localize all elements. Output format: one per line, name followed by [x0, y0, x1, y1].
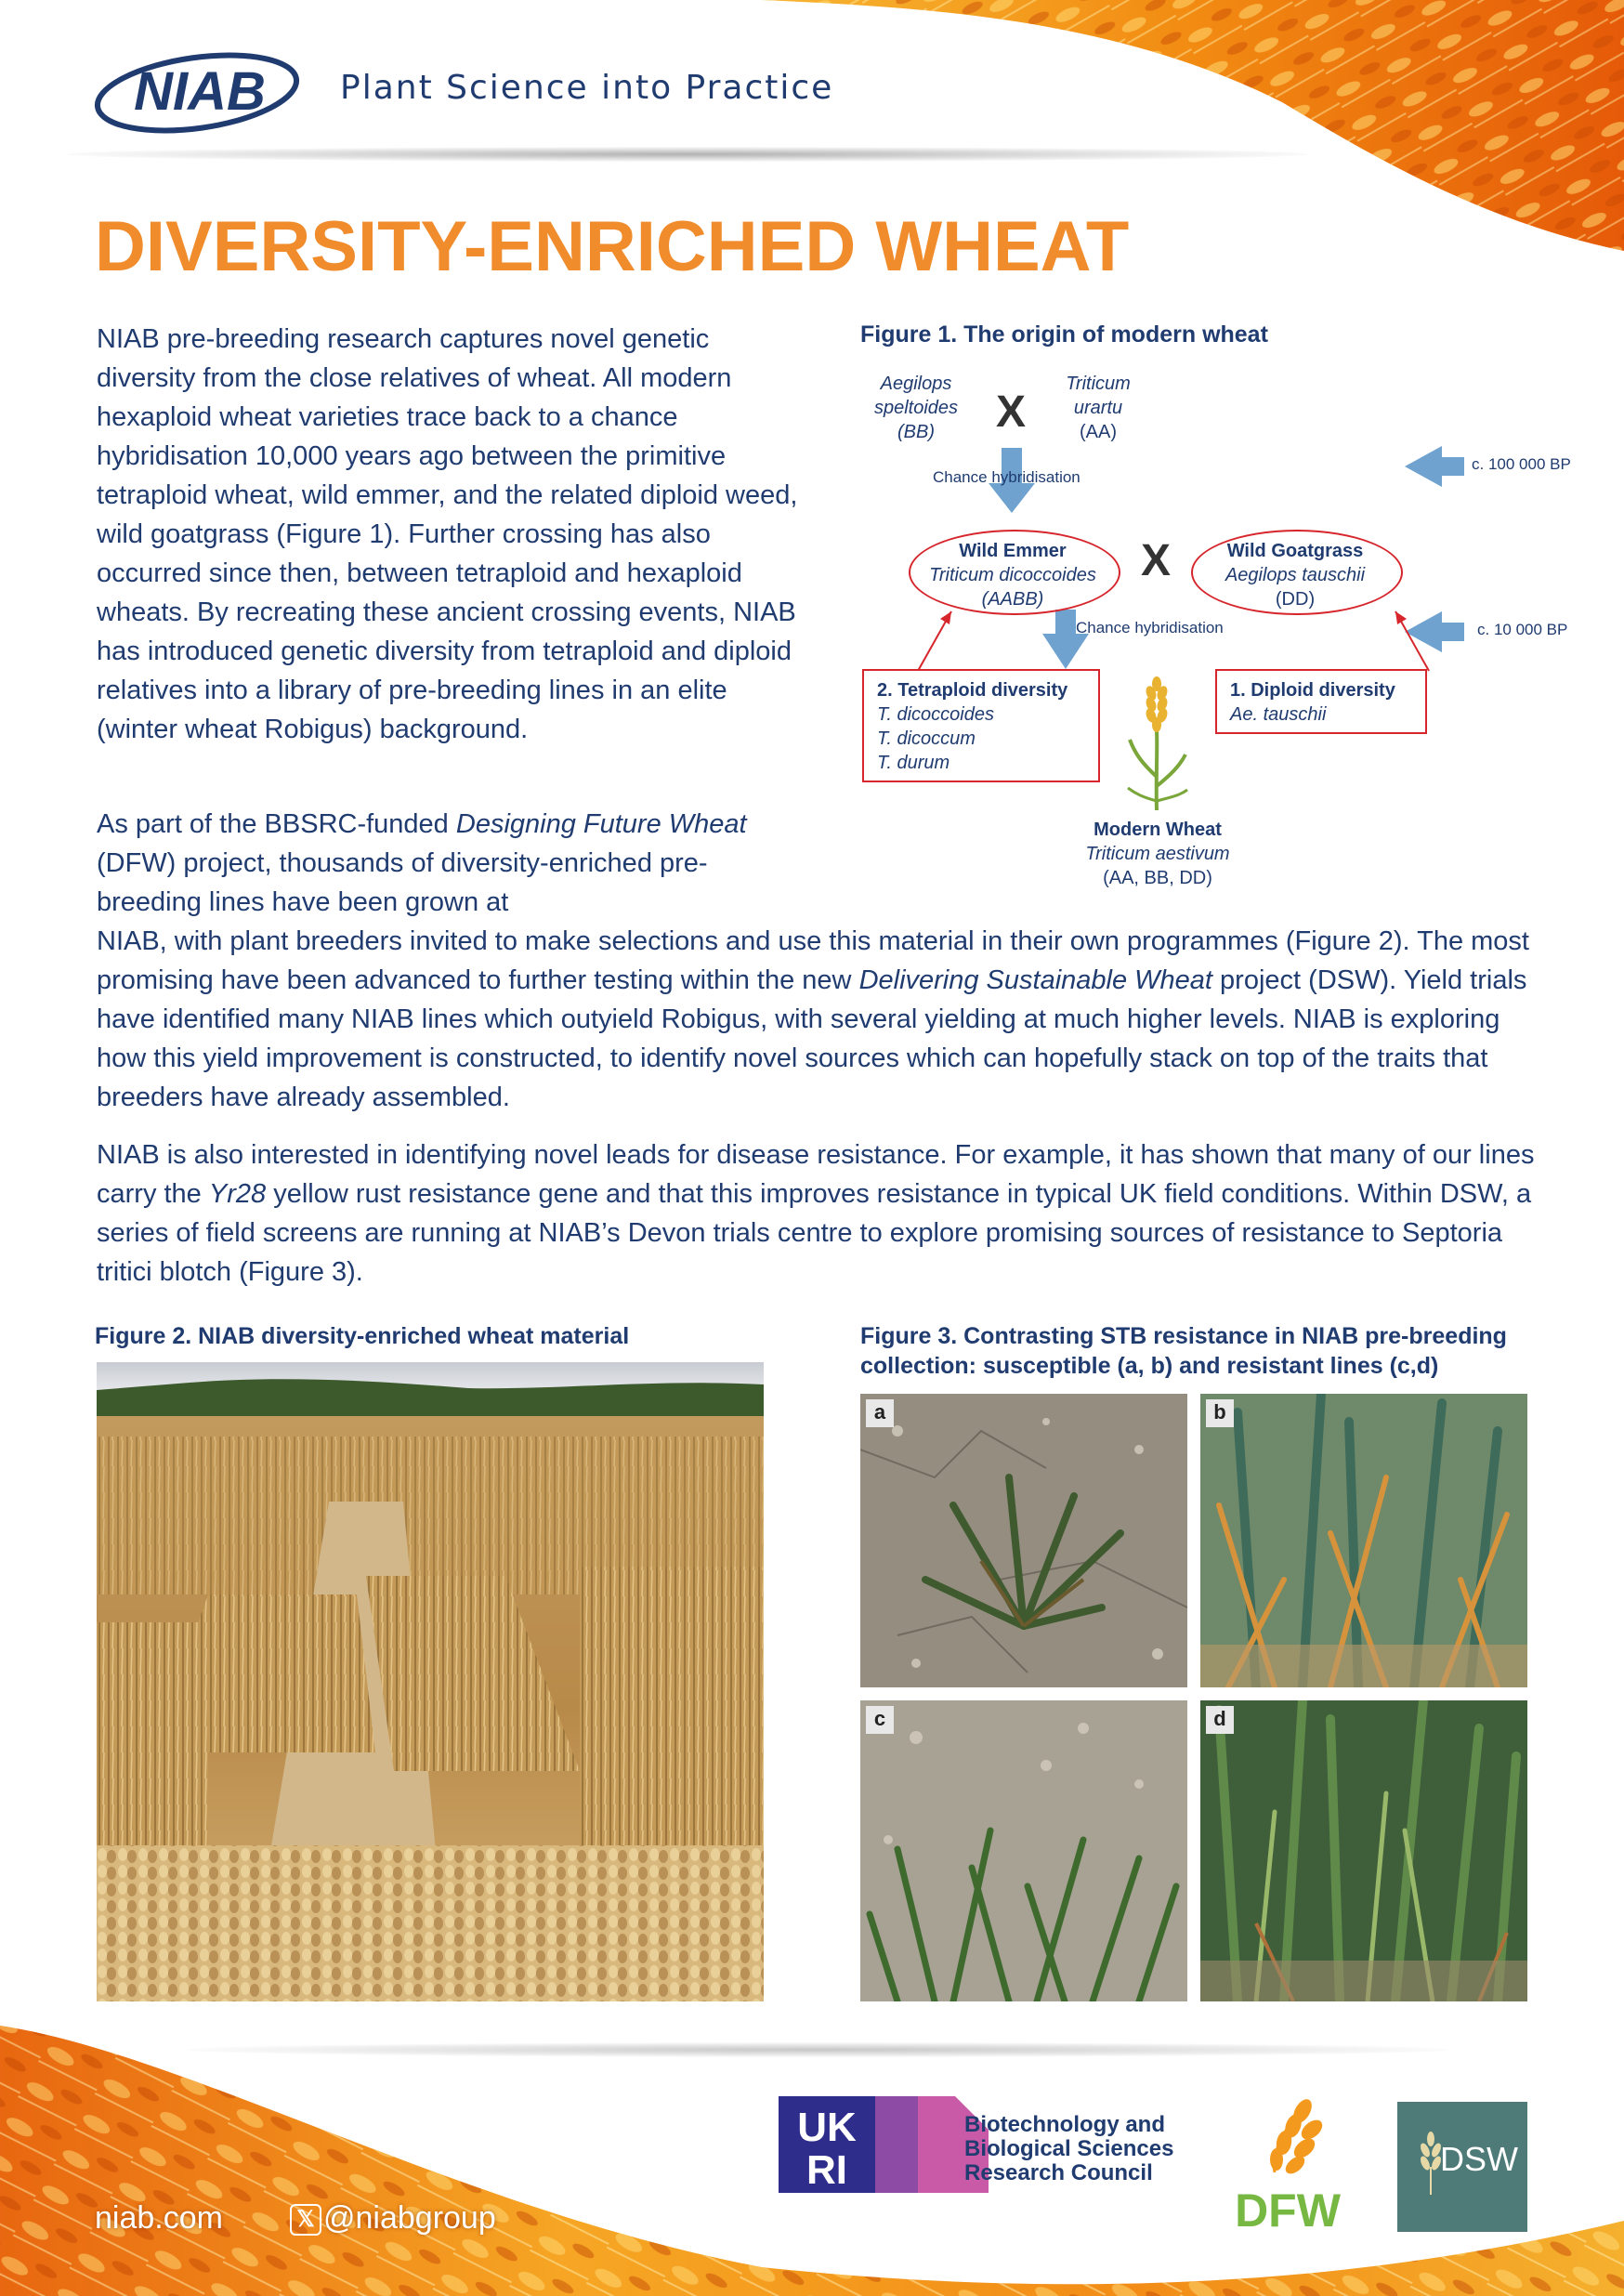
website-link[interactable]: niab.com [95, 2200, 223, 2236]
dfw-logo[interactable] [1219, 2098, 1356, 2234]
urartu-species: urartu [1073, 398, 1123, 418]
p2-text-cont: NIAB, with plant breeders invited to make selections and use this material in their own programmes (Figure 2). The most promising have been advanced to further testing within the new [97, 926, 1529, 995]
bbsrc-text [964, 2113, 1173, 2185]
wild-goatgrass-label [1191, 539, 1399, 611]
logo-text: NIAB [134, 61, 266, 122]
ukri-logo[interactable] [779, 2096, 989, 2193]
stb-photo-a [860, 1394, 1187, 1687]
paragraph-1: NIAB pre-breeding research captures novel genetic diversity from the close relatives of wheat. All modern hexaploid wheat varieties trace back to a chance hybridisation 10,000 years ago between the primitive tetraploid wheat, wild emmer, and the related diploid weed, wild goatgrass (Figure 1). Further crossing has also occurred since then, between tetraploid and hexaploid wheats. By recreating these ancient crossing events, NIAB has introduced genetic diversity from tetraploid and diploid relatives into a library of pre-breeding lines in an elite (winter wheat Robigus) background. [97, 324, 798, 744]
social-handle-link[interactable]: @niabgroup [323, 2200, 496, 2236]
chance-hybridisation-label-2: Chance hybridisation [1076, 619, 1224, 636]
dsw-logo[interactable] [1397, 2102, 1527, 2232]
footer-divider [186, 2042, 1449, 2057]
niab-logo[interactable] [93, 46, 307, 139]
tetraploid-item: T. durum [877, 753, 950, 773]
page-title: DIVERSITY-ENRICHED WHEAT [95, 207, 1130, 286]
tetraploid-item: T. dicoccoides [877, 704, 994, 725]
figure2-caption: Figure 2. NIAB diversity-enriched wheat material [95, 1323, 630, 1349]
bbsrc-line-2: Biological Sciences [964, 2136, 1174, 2161]
dfw-logo-text: DFW [1235, 2184, 1341, 2234]
figure3-caption-line2: collection: susceptible (a, b) and resistant lines (c,d) [860, 1353, 1439, 1379]
speltoides-species: speltoides [873, 398, 959, 418]
p3-text-start: NIAB is also interested in identifying novel leads for disease resistance. For example, it has shown that many of our lines carry the [97, 1140, 1535, 1209]
x-social-icon[interactable]: 𝕏 [290, 2204, 321, 2236]
wild-emmer-genome: (AABB) [981, 589, 1044, 610]
chance-hybridisation-label-1: Chance hybridisation [933, 468, 1080, 486]
time-label-10000: c. 10 000 BP [1477, 621, 1568, 638]
p2-dfw-title: Designing Future Wheat [455, 809, 747, 839]
svg-text:UK: UK [797, 2105, 857, 2150]
panel-label-a: a [866, 1399, 894, 1427]
urartu-genus: Triticum [1066, 374, 1131, 394]
p2-text-mid: (DFW) project, thousands of diversity-enriched pre-breeding lines have been grown at [97, 848, 708, 917]
wild-emmer-name: Wild Emmer [959, 541, 1067, 561]
p3-text-end: yellow rust resistance gene and that this improves resistance in typical UK field conditions. Within DSW, a series of field screens are running at NIAB’s Devon trials centre to explore promising sources of resistance to Septoria tritici blotch (Figure 3). [97, 1179, 1532, 1287]
tetraploid-diversity-box [862, 669, 1100, 782]
p3-gene-name: Yr28 [208, 1179, 267, 1209]
panel-label-b: b [1206, 1399, 1234, 1427]
cross-symbol-1: X [996, 387, 1027, 437]
svg-text:RI: RI [806, 2147, 847, 2193]
panel-label-c: c [866, 1706, 894, 1734]
figure1-caption: Figure 1. The origin of modern wheat [860, 321, 1268, 348]
modern-wheat-name: Modern Wheat [1094, 820, 1222, 840]
tagline: Plant Science into Practice [340, 69, 834, 107]
modern-wheat-latin: Triticum aestivum [1085, 844, 1230, 864]
tetraploid-title: 2. Tetraploid diversity [877, 680, 1068, 701]
diploid-diversity-box [1215, 669, 1427, 734]
diploid-item: Ae. tauschii [1230, 704, 1327, 725]
arrow-left-icon [1405, 446, 1464, 487]
speltoides-genome: (BB) [897, 422, 935, 442]
panel-label-d: d [1206, 1706, 1234, 1734]
urartu-genome: (AA) [1080, 422, 1117, 442]
stb-photo-d [1200, 1700, 1527, 2001]
dfw-paragraph-start [97, 805, 803, 922]
diploid-title: 1. Diploid diversity [1230, 680, 1395, 701]
intro-paragraph [97, 320, 803, 749]
figure3-caption-line1: Figure 3. Contrasting STB resistance in NIAB pre-breeding [860, 1323, 1507, 1349]
speltoides-genus: Aegilops [880, 374, 952, 394]
tetraploid-item: T. dicoccum [877, 728, 976, 749]
bbsrc-line-1: Biotechnology and [964, 2112, 1165, 2137]
wild-emmer-latin: Triticum dicoccoides [929, 565, 1096, 585]
modern-wheat-label [1050, 818, 1265, 890]
modern-wheat-genome: (AA, BB, DD) [1103, 868, 1212, 888]
wheat-field-photo [97, 1362, 764, 2001]
wild-goatgrass-name: Wild Goatgrass [1226, 541, 1364, 561]
p2-dsw-title: Delivering Sustainable Wheat [858, 965, 1212, 995]
header-divider [65, 147, 1310, 162]
wild-emmer-label [909, 539, 1117, 611]
time-label-100000: c. 100 000 BP [1472, 455, 1571, 473]
stb-photo-b [1200, 1394, 1527, 1687]
dfw-paragraph-cont [97, 922, 1546, 1117]
cross-symbol-2: X [1141, 536, 1172, 585]
p2-text-end: project (DSW). Yield trials have identified many NIAB lines which outyield Robigus, with several yielding at much higher levels. NIAB is exploring how this yield improvement is constructed, to identify novel sources which can hopefully stack on top of the traits that breeders have already assembled. [97, 965, 1527, 1112]
arrow-left-icon [1405, 611, 1464, 652]
p2-text-start: As part of the BBSRC-funded [97, 809, 456, 839]
disease-paragraph [97, 1135, 1546, 1292]
dsw-logo-text: DSW [1440, 2140, 1518, 2178]
stb-photo-c [860, 1700, 1187, 2001]
wild-goatgrass-latin: Aegilops tauschii [1225, 565, 1366, 585]
bbsrc-line-3: Research Council [964, 2160, 1153, 2185]
wheat-plant-icon [1124, 675, 1189, 812]
wild-goatgrass-genome: (DD) [1275, 589, 1316, 610]
